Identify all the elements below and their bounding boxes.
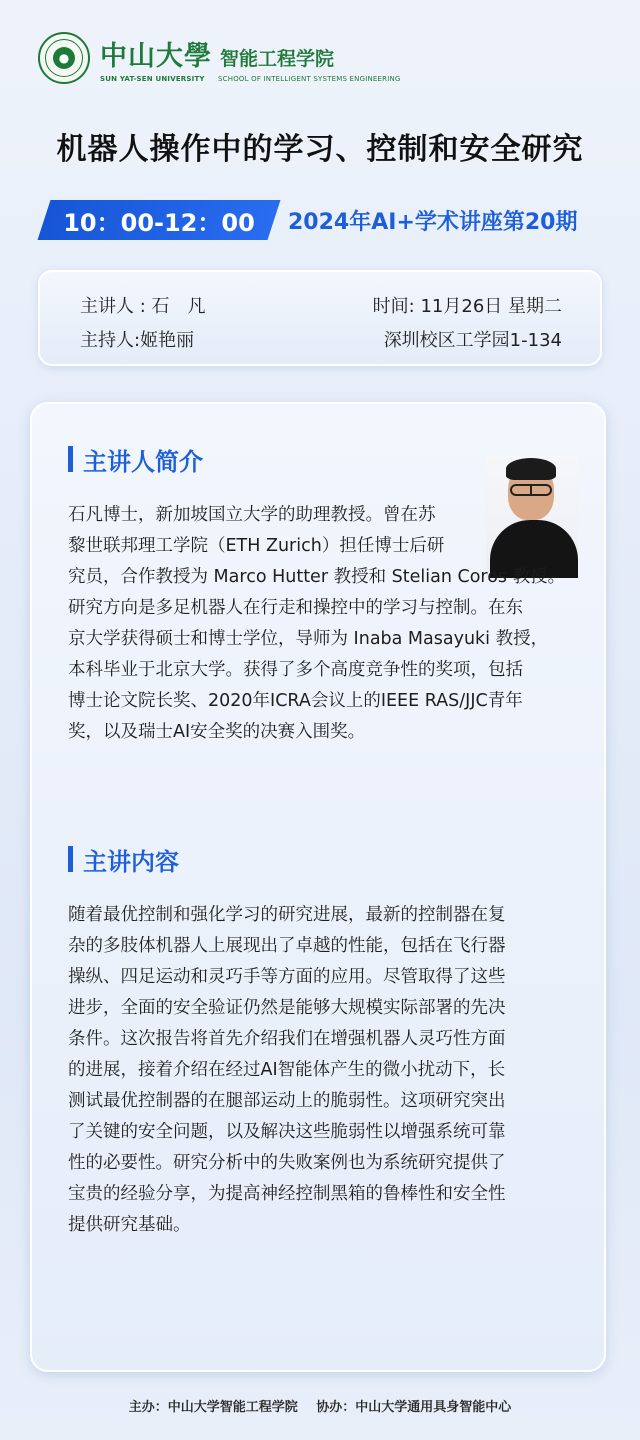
section-title: 主讲人简介	[83, 447, 203, 476]
content-line: 提供研究基础。	[68, 1215, 191, 1235]
content-line: 了关键的安全问题，以及解决这些脆弱性以增强系统可靠	[68, 1122, 506, 1142]
brand-row	[100, 34, 401, 73]
section-bar	[68, 846, 73, 872]
university-name: 中山大學	[100, 40, 212, 72]
co-organizer: 协办：中山大学通用具身智能中心	[316, 1400, 512, 1415]
bio-line: 本科毕业于北京大学。获得了多个高度竞争性的奖项，包括	[68, 660, 523, 680]
speaker-info: 主讲人 : 石 凡	[80, 296, 206, 317]
university-seal-icon	[38, 32, 90, 84]
talk-content	[68, 900, 576, 1241]
bio-line: 奖，以及瑞士AI安全奖的决赛入围奖。	[68, 722, 366, 742]
bio-line: 石凡博士，新加坡国立大学的助理教授。曾在苏	[68, 505, 436, 525]
section-heading-talk-content	[68, 844, 179, 874]
section-heading-speaker-intro	[68, 444, 203, 474]
organizer: 主办：中山大学智能工程学院	[128, 1400, 298, 1415]
section-title: 主讲内容	[83, 847, 179, 876]
bio-line: 研究方向是多足机器人在行走和操控中的学习与控制。在东	[68, 598, 523, 618]
content-line: 进步，全面的安全验证仍然是能够大规模实际部署的先决	[68, 998, 506, 1018]
bio-line: 博士论文院长奖、2020年ICRA会议上的IEEE RAS/JJC青年	[68, 691, 523, 711]
time-badge	[44, 200, 274, 240]
section-bar	[68, 446, 73, 472]
footer	[0, 1396, 640, 1415]
event-title: 机器人操作中的学习、控制和安全研究	[56, 132, 584, 167]
time-range: 10：00-12：00	[63, 208, 255, 237]
school-name-en: SCHOOL OF INTELLIGENT SYSTEMS ENGINEERING	[218, 74, 401, 83]
content-line: 随着最优控制和强化学习的研究进展，最新的控制器在复	[68, 905, 506, 925]
photo-hair	[506, 458, 556, 480]
main-card	[30, 402, 606, 1372]
bio-line: 黎世联邦理工学院（ETH Zurich）担任博士后研	[68, 536, 445, 556]
brand-en	[100, 75, 401, 83]
content-line: 性的必要性。研究分析中的失败案例也为系统研究提供了	[68, 1153, 506, 1173]
venue-info: 深圳校区工学园1-134	[383, 330, 562, 351]
time-row	[44, 200, 604, 240]
datetime-info: 时间: 11月26日 星期二	[372, 296, 562, 317]
bio-line: 究员，合作教授为 Marco Hutter 教授和 Stelian Coros 教授。	[68, 567, 566, 587]
series-label: 2024年AI+学术讲座第20期	[288, 209, 578, 235]
header	[38, 32, 438, 84]
school-name: 智能工程学院	[220, 47, 335, 70]
university-name-en: SUN YAT-SEN UNIVERSITY	[100, 74, 205, 83]
content-line: 杂的多肢体机器人上展现出了卓越的性能，包括在飞行器	[68, 936, 506, 956]
seal-core: ●	[53, 47, 75, 69]
content-line: 宝贵的经验分享，为提高神经控制黑箱的鲁棒性和安全性	[68, 1184, 506, 1204]
content-line: 的进展，接着介绍在经过AI智能体产生的微小扰动下，长	[68, 1060, 506, 1080]
bio-line: 京大学获得硕士和博士学位，导师为 Inaba Masayuki 教授，	[68, 629, 549, 649]
content-line: 条件。这次报告将首先介绍我们在增强机器人灵巧性方面	[68, 1029, 506, 1049]
host-info: 主持人:姬艳丽	[80, 330, 195, 351]
content-line: 操纵、四足运动和灵巧手等方面的应用。尽管取得了这些	[68, 967, 506, 987]
speaker-bio	[68, 500, 576, 748]
photo-glasses	[510, 484, 552, 496]
brand	[100, 34, 401, 83]
info-card	[38, 270, 602, 366]
content-line: 测试最优控制器的在腿部运动上的脆弱性。这项研究突出	[68, 1091, 506, 1111]
